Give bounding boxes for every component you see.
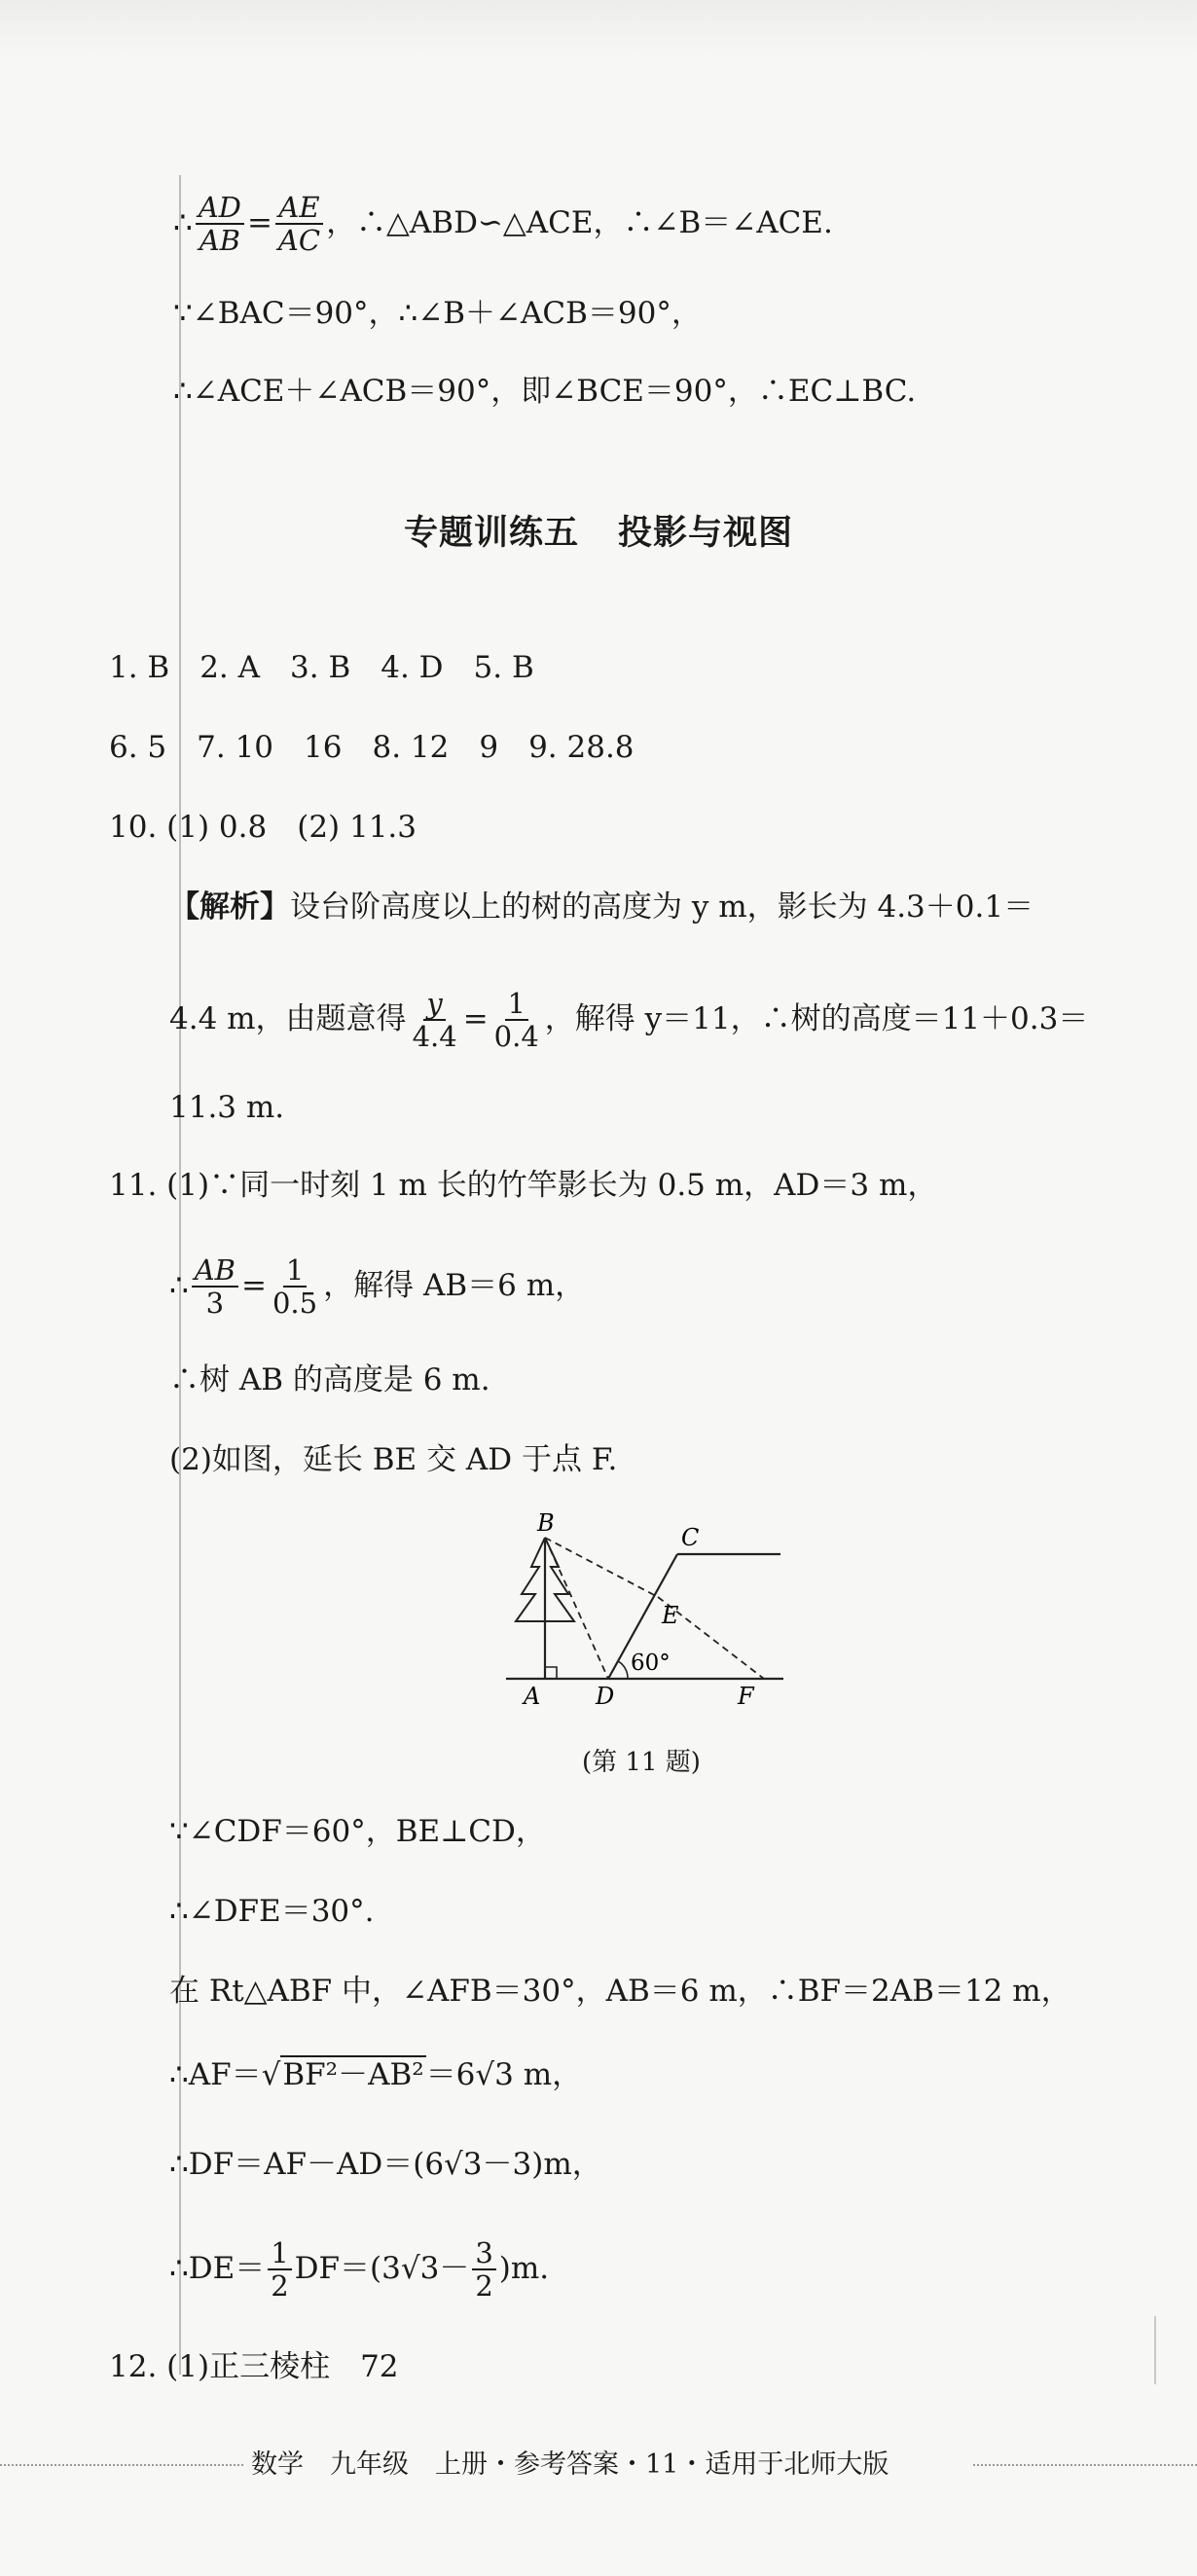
fraction-ab-3: $\frac{AB}{3}$: [192, 1255, 238, 1319]
answer-row-3: 10. (1) 0.8 (2) 11.3: [109, 810, 417, 845]
q11-line-7: 在 Rt△ABF 中，∠AFB＝30°，AB＝6 m，∴BF＝2AB＝12 m，: [169, 1974, 1071, 2009]
q11-line-8: ∴AF＝√BF²－AB²＝6√3 m，: [169, 2057, 583, 2092]
dashed-be: [545, 1538, 658, 1597]
q11-line-3: ∴树 AB 的高度是 6 m.: [169, 1362, 490, 1397]
footer-dots-right: [973, 2464, 1197, 2466]
fraction-3-2: $\frac{3}{2}$: [472, 2238, 495, 2302]
q11-line-4: (2)如图，延长 BE 交 AD 于点 F.: [169, 1442, 618, 1477]
answer-row-2: 6. 5 7. 10 16 8. 12 9 9. 28.8: [109, 730, 635, 765]
proof-line-1: ∴ $\frac{AD}{AB}$ = $\frac{AE}{AC}$ ，∴△ABD∽△ACE，∴∠B＝∠ACE.: [173, 191, 833, 258]
right-angle-mark: [545, 1667, 557, 1679]
fraction-ad-ab: $\frac{AD}{AB}$: [196, 193, 244, 256]
q11-line-10: ∴DE＝ $\frac{1}{2}$ DF＝(3√3－ $\frac{3}{2}$ )m.: [169, 2236, 550, 2304]
q11-line-2: ∴ $\frac{AB}{3}$ = $\frac{1}{0.5}$ ，解得 AB＝6 m，: [169, 1253, 586, 1321]
fraction-1-0-5: $\frac{1}{0.5}$: [272, 1253, 318, 1321]
margin-line-right: [1154, 2316, 1156, 2384]
proof-line-2: ∵∠BAC＝90°，∴∠B＋∠ACB＝90°，: [173, 296, 702, 331]
fraction-ae-ac: $\frac{AE}{AC}$: [275, 193, 323, 256]
label-a: A: [524, 1683, 541, 1710]
figure-q11: [487, 1508, 817, 1723]
top-shade: [0, 0, 1197, 58]
label-f: F: [738, 1683, 754, 1710]
fraction-1-0-4: $\frac{1}{0.4}$: [493, 987, 539, 1054]
label-c: C: [681, 1524, 700, 1551]
q12-line-1: 12. (1)正三棱柱 72: [109, 2349, 399, 2384]
page-footer: [0, 2443, 1197, 2485]
q11-line-6: ∴∠DFE＝30°.: [169, 1894, 375, 1929]
proof-line-3: ∴∠ACE＋∠ACB＝90°，即∠BCE＝90°，∴EC⊥BC.: [173, 374, 917, 409]
q11-line-9: ∴DF＝AF－AD＝(6√3－3)m，: [169, 2147, 602, 2182]
analysis-label: 【解析】: [169, 889, 290, 925]
footer-text: 数学 九年级 上册・参考答案・11・适用于北师大版: [251, 2449, 889, 2480]
label-angle: 60°: [631, 1651, 671, 1676]
q11-line-1: 11. (1)∵同一时刻 1 m 长的竹竿影长为 0.5 m，AD＝3 m，: [109, 1168, 938, 1203]
therefore-symbol: ∴: [173, 204, 193, 240]
fraction-y-4-4: $\frac{y}{4.4}$: [412, 987, 457, 1054]
q11-line-5: ∵∠CDF＝60°，BE⊥CD，: [169, 1814, 546, 1849]
analysis-line-1: 【解析】设台阶高度以上的树的高度为 y m，影长为 4.3＋0.1＝: [169, 889, 1034, 925]
label-b: B: [537, 1509, 555, 1537]
fraction-1-2: $\frac{1}{2}$: [268, 2238, 291, 2302]
section-title: 专题训练五 投影与视图: [403, 514, 794, 553]
similar-triangles-text: ，∴△ABD∽△ACE，∴∠B＝∠ACE.: [326, 204, 833, 240]
label-e: E: [662, 1602, 679, 1629]
label-d: D: [596, 1683, 615, 1710]
footer-dots-left: [0, 2464, 243, 2466]
figure-caption: (第 11 题): [582, 1748, 701, 1777]
analysis-line-2: 4.4 m，由题意得 $\frac{y}{4.4}$ = $\frac{1}{0.4}$ ，解得 y＝11，∴树的高度＝11＋0.3＝: [169, 987, 1089, 1054]
answer-row-1: 1. B 2. A 3. B 4. D 5. B: [109, 650, 534, 685]
analysis-line-3: 11.3 m.: [169, 1090, 285, 1125]
angle-arc: [618, 1661, 628, 1679]
radical: BF²－AB²: [282, 2057, 424, 2092]
